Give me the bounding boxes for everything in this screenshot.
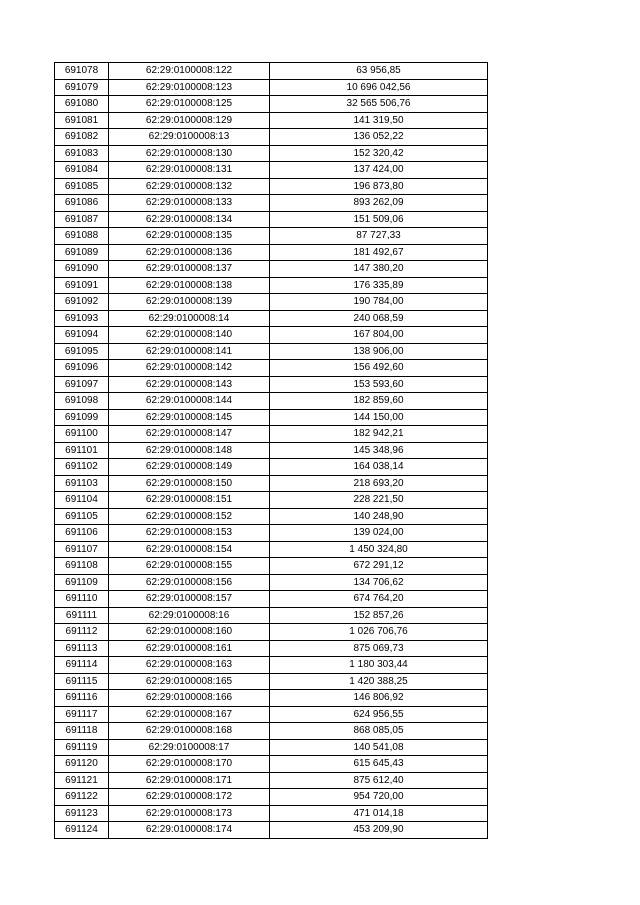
cadastral-number-cell: 62:29:0100008:139 [109, 294, 270, 311]
value-cell: 153 593,60 [270, 376, 488, 393]
table-row [55, 541, 488, 558]
value-cell: 954 720,00 [270, 789, 488, 806]
row-number-cell: 691113 [55, 640, 109, 657]
value-cell: 151 509,06 [270, 211, 488, 228]
table-row [55, 574, 488, 591]
row-number-cell: 691083 [55, 145, 109, 162]
value-cell: 471 014,18 [270, 805, 488, 822]
table-row [55, 442, 488, 459]
value-cell: 1 026 706,76 [270, 624, 488, 641]
cadastral-number-cell: 62:29:0100008:147 [109, 426, 270, 443]
row-number-cell: 691108 [55, 558, 109, 575]
row-number-cell: 691097 [55, 376, 109, 393]
value-cell: 672 291,12 [270, 558, 488, 575]
table-row [55, 277, 488, 294]
table-row [55, 558, 488, 575]
table-row [55, 607, 488, 624]
table-row [55, 426, 488, 443]
table-row [55, 739, 488, 756]
value-cell: 624 956,55 [270, 706, 488, 723]
cadastral-number-cell: 62:29:0100008:168 [109, 723, 270, 740]
table-body [55, 63, 488, 839]
row-number-cell: 691120 [55, 756, 109, 773]
row-number-cell: 691085 [55, 178, 109, 195]
value-cell: 146 806,92 [270, 690, 488, 707]
table-row [55, 508, 488, 525]
value-cell: 228 221,50 [270, 492, 488, 509]
table-row [55, 789, 488, 806]
table-row [55, 756, 488, 773]
cadastral-number-cell: 62:29:0100008:16 [109, 607, 270, 624]
table-row [55, 145, 488, 162]
row-number-cell: 691078 [55, 63, 109, 80]
cadastral-number-cell: 62:29:0100008:153 [109, 525, 270, 542]
cadastral-number-cell: 62:29:0100008:174 [109, 822, 270, 839]
cadastral-number-cell: 62:29:0100008:150 [109, 475, 270, 492]
row-number-cell: 691122 [55, 789, 109, 806]
table-row [55, 360, 488, 377]
cadastral-number-cell: 62:29:0100008:133 [109, 195, 270, 212]
value-cell: 140 248,90 [270, 508, 488, 525]
cadastral-number-cell: 62:29:0100008:154 [109, 541, 270, 558]
value-cell: 140 541,08 [270, 739, 488, 756]
cadastral-number-cell: 62:29:0100008:122 [109, 63, 270, 80]
table-row [55, 376, 488, 393]
row-number-cell: 691124 [55, 822, 109, 839]
row-number-cell: 691088 [55, 228, 109, 245]
row-number-cell: 691117 [55, 706, 109, 723]
cadastral-number-cell: 62:29:0100008:152 [109, 508, 270, 525]
value-cell: 893 262,09 [270, 195, 488, 212]
table-row [55, 805, 488, 822]
row-number-cell: 691092 [55, 294, 109, 311]
cadastral-number-cell: 62:29:0100008:167 [109, 706, 270, 723]
table-row [55, 178, 488, 195]
cadastral-number-cell: 62:29:0100008:148 [109, 442, 270, 459]
row-number-cell: 691094 [55, 327, 109, 344]
cadastral-number-cell: 62:29:0100008:130 [109, 145, 270, 162]
value-cell: 147 380,20 [270, 261, 488, 278]
row-number-cell: 691121 [55, 772, 109, 789]
cadastral-number-cell: 62:29:0100008:145 [109, 409, 270, 426]
table-row [55, 327, 488, 344]
cadastral-number-cell: 62:29:0100008:161 [109, 640, 270, 657]
table-row [55, 393, 488, 410]
row-number-cell: 691109 [55, 574, 109, 591]
value-cell: 1 450 324,80 [270, 541, 488, 558]
table-row [55, 211, 488, 228]
value-cell: 136 052,22 [270, 129, 488, 146]
row-number-cell: 691099 [55, 409, 109, 426]
table-row [55, 492, 488, 509]
row-number-cell: 691087 [55, 211, 109, 228]
table-row [55, 96, 488, 113]
cadastral-number-cell: 62:29:0100008:13 [109, 129, 270, 146]
row-number-cell: 691105 [55, 508, 109, 525]
table-row [55, 706, 488, 723]
value-cell: 10 696 042,56 [270, 79, 488, 96]
table-row [55, 624, 488, 641]
table-row [55, 640, 488, 657]
row-number-cell: 691095 [55, 343, 109, 360]
cadastral-number-cell: 62:29:0100008:170 [109, 756, 270, 773]
cadastral-number-cell: 62:29:0100008:14 [109, 310, 270, 327]
table-row [55, 162, 488, 179]
value-cell: 164 038,14 [270, 459, 488, 476]
value-cell: 875 612,40 [270, 772, 488, 789]
cadastral-number-cell: 62:29:0100008:144 [109, 393, 270, 410]
value-cell: 32 565 506,76 [270, 96, 488, 113]
value-cell: 218 693,20 [270, 475, 488, 492]
table-row [55, 129, 488, 146]
table-row [55, 112, 488, 129]
table-row [55, 228, 488, 245]
cadastral-number-cell: 62:29:0100008:160 [109, 624, 270, 641]
table-row [55, 591, 488, 608]
value-cell: 1 180 303,44 [270, 657, 488, 674]
table-row [55, 310, 488, 327]
table-row [55, 63, 488, 80]
value-cell: 152 857,26 [270, 607, 488, 624]
cadastral-number-cell: 62:29:0100008:134 [109, 211, 270, 228]
cadastral-value-table [54, 62, 488, 839]
row-number-cell: 691104 [55, 492, 109, 509]
cadastral-number-cell: 62:29:0100008:125 [109, 96, 270, 113]
row-number-cell: 691114 [55, 657, 109, 674]
table-row [55, 772, 488, 789]
cadastral-number-cell: 62:29:0100008:123 [109, 79, 270, 96]
cadastral-number-cell: 62:29:0100008:140 [109, 327, 270, 344]
cadastral-number-cell: 62:29:0100008:138 [109, 277, 270, 294]
row-number-cell: 691100 [55, 426, 109, 443]
cadastral-number-cell: 62:29:0100008:149 [109, 459, 270, 476]
value-cell: 190 784,00 [270, 294, 488, 311]
row-number-cell: 691086 [55, 195, 109, 212]
row-number-cell: 691111 [55, 607, 109, 624]
cadastral-number-cell: 62:29:0100008:166 [109, 690, 270, 707]
table-row [55, 195, 488, 212]
cadastral-number-cell: 62:29:0100008:131 [109, 162, 270, 179]
cadastral-number-cell: 62:29:0100008:132 [109, 178, 270, 195]
row-number-cell: 691080 [55, 96, 109, 113]
value-cell: 144 150,00 [270, 409, 488, 426]
row-number-cell: 691079 [55, 79, 109, 96]
value-cell: 240 068,59 [270, 310, 488, 327]
value-cell: 1 420 388,25 [270, 673, 488, 690]
row-number-cell: 691107 [55, 541, 109, 558]
cadastral-number-cell: 62:29:0100008:151 [109, 492, 270, 509]
value-cell: 181 492,67 [270, 244, 488, 261]
cadastral-number-cell: 62:29:0100008:157 [109, 591, 270, 608]
row-number-cell: 691123 [55, 805, 109, 822]
row-number-cell: 691089 [55, 244, 109, 261]
cadastral-number-cell: 62:29:0100008:171 [109, 772, 270, 789]
row-number-cell: 691098 [55, 393, 109, 410]
row-number-cell: 691091 [55, 277, 109, 294]
cadastral-number-cell: 62:29:0100008:142 [109, 360, 270, 377]
value-cell: 63 956,85 [270, 63, 488, 80]
value-cell: 615 645,43 [270, 756, 488, 773]
row-number-cell: 691084 [55, 162, 109, 179]
cadastral-number-cell: 62:29:0100008:129 [109, 112, 270, 129]
table-row [55, 690, 488, 707]
table-row [55, 244, 488, 261]
cadastral-number-cell: 62:29:0100008:172 [109, 789, 270, 806]
row-number-cell: 691112 [55, 624, 109, 641]
cadastral-number-cell: 62:29:0100008:156 [109, 574, 270, 591]
value-cell: 196 873,80 [270, 178, 488, 195]
cadastral-number-cell: 62:29:0100008:173 [109, 805, 270, 822]
value-cell: 176 335,89 [270, 277, 488, 294]
value-cell: 152 320,42 [270, 145, 488, 162]
table-row [55, 261, 488, 278]
value-cell: 453 209,90 [270, 822, 488, 839]
table-row [55, 294, 488, 311]
value-cell: 868 085,05 [270, 723, 488, 740]
row-number-cell: 691090 [55, 261, 109, 278]
row-number-cell: 691110 [55, 591, 109, 608]
table-row [55, 525, 488, 542]
value-cell: 875 069,73 [270, 640, 488, 657]
value-cell: 137 424,00 [270, 162, 488, 179]
value-cell: 674 764,20 [270, 591, 488, 608]
value-cell: 134 706,62 [270, 574, 488, 591]
table-row [55, 409, 488, 426]
cadastral-number-cell: 62:29:0100008:165 [109, 673, 270, 690]
row-number-cell: 691096 [55, 360, 109, 377]
cadastral-number-cell: 62:29:0100008:137 [109, 261, 270, 278]
table-row [55, 723, 488, 740]
row-number-cell: 691106 [55, 525, 109, 542]
table-row [55, 343, 488, 360]
value-cell: 156 492,60 [270, 360, 488, 377]
cadastral-number-cell: 62:29:0100008:136 [109, 244, 270, 261]
value-cell: 141 319,50 [270, 112, 488, 129]
table-row [55, 459, 488, 476]
value-cell: 182 942,21 [270, 426, 488, 443]
row-number-cell: 691093 [55, 310, 109, 327]
row-number-cell: 691101 [55, 442, 109, 459]
table-row [55, 673, 488, 690]
cadastral-number-cell: 62:29:0100008:141 [109, 343, 270, 360]
table-row [55, 79, 488, 96]
row-number-cell: 691102 [55, 459, 109, 476]
table-row [55, 822, 488, 839]
value-cell: 139 024,00 [270, 525, 488, 542]
value-cell: 182 859,60 [270, 393, 488, 410]
row-number-cell: 691103 [55, 475, 109, 492]
value-cell: 87 727,33 [270, 228, 488, 245]
cadastral-number-cell: 62:29:0100008:135 [109, 228, 270, 245]
table-row [55, 475, 488, 492]
value-cell: 167 804,00 [270, 327, 488, 344]
value-cell: 145 348,96 [270, 442, 488, 459]
row-number-cell: 691082 [55, 129, 109, 146]
value-cell: 138 906,00 [270, 343, 488, 360]
row-number-cell: 691119 [55, 739, 109, 756]
table-row [55, 657, 488, 674]
cadastral-number-cell: 62:29:0100008:143 [109, 376, 270, 393]
cadastral-number-cell: 62:29:0100008:155 [109, 558, 270, 575]
cadastral-number-cell: 62:29:0100008:17 [109, 739, 270, 756]
row-number-cell: 691081 [55, 112, 109, 129]
row-number-cell: 691116 [55, 690, 109, 707]
row-number-cell: 691115 [55, 673, 109, 690]
cadastral-number-cell: 62:29:0100008:163 [109, 657, 270, 674]
row-number-cell: 691118 [55, 723, 109, 740]
